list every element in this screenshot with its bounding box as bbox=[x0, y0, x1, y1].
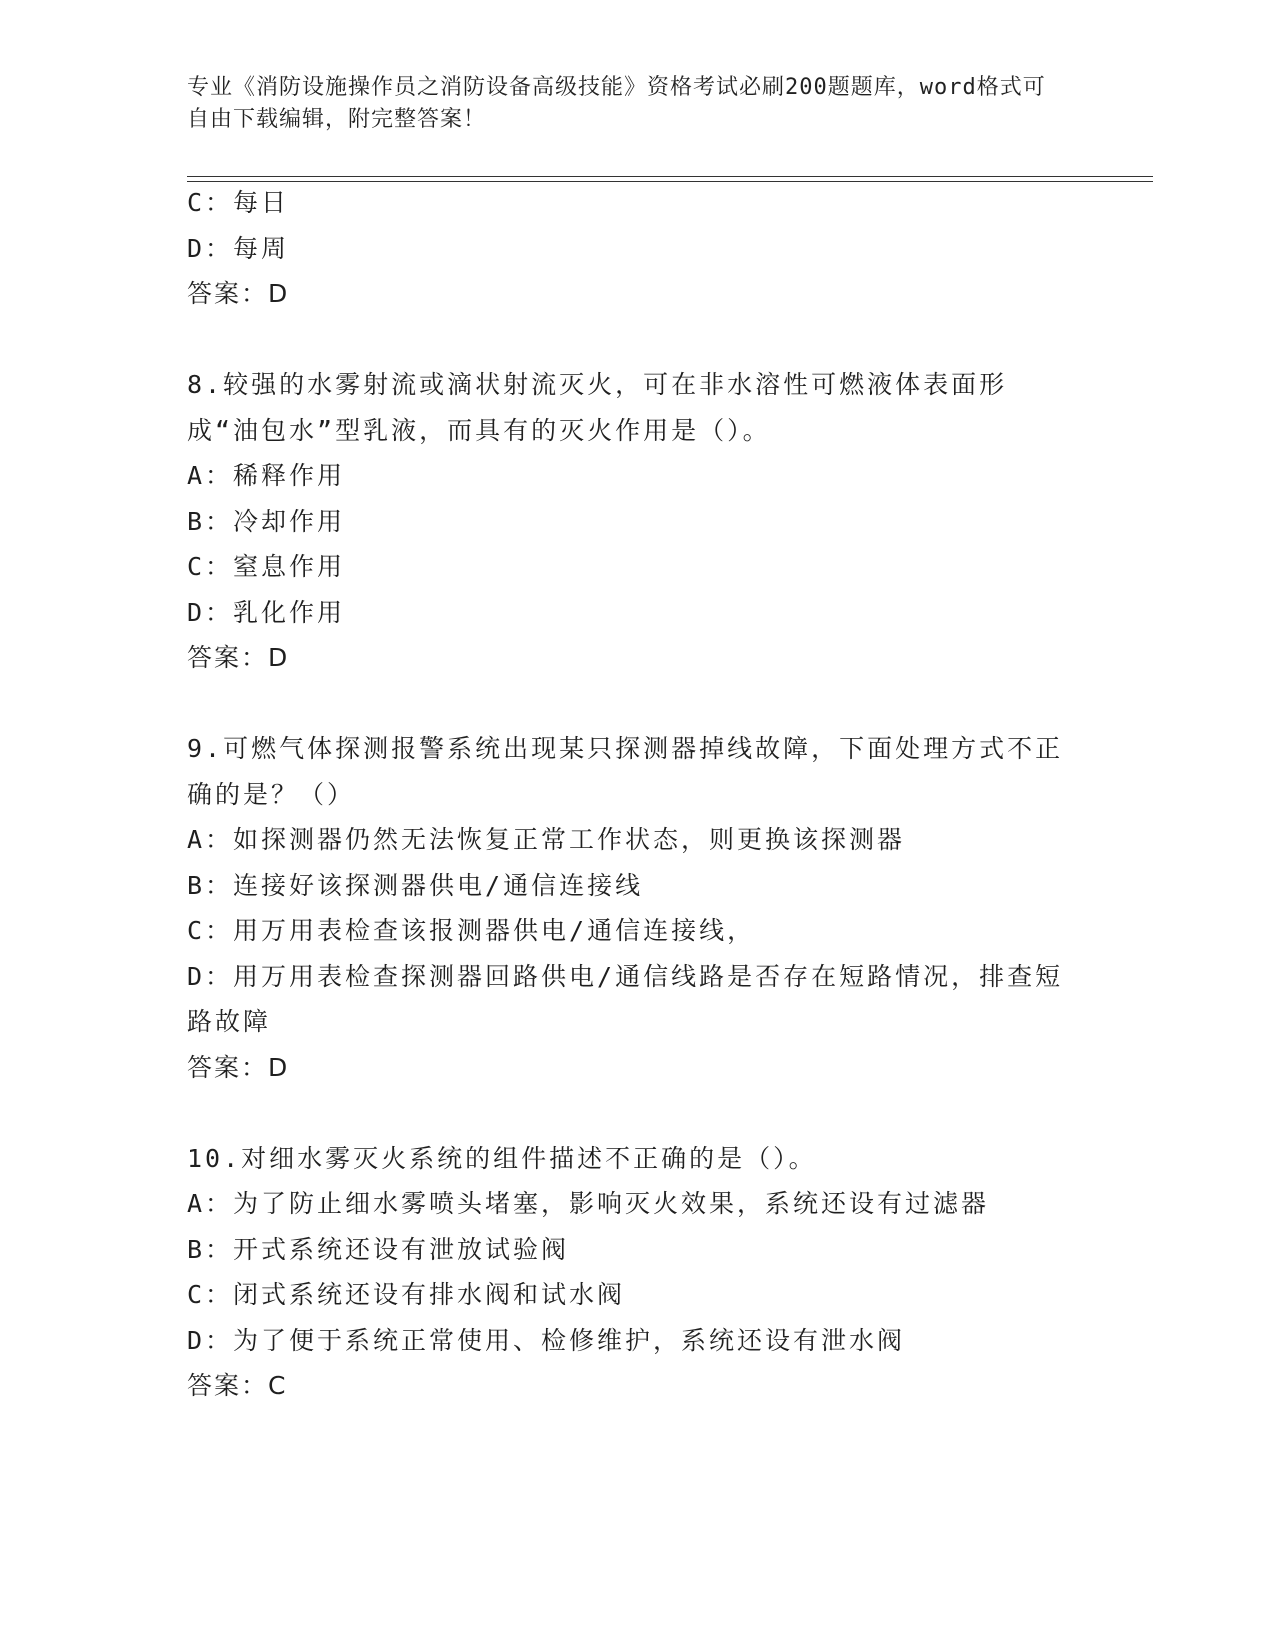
document-header: 专业《消防设施操作员之消防设备高级技能》资格考试必刷200题题库，word格式可自由下载编辑，附完整答案！ bbox=[187, 75, 1046, 132]
answer-label: 答案：D bbox=[187, 279, 290, 308]
option-c: C：每日 bbox=[187, 188, 290, 217]
answer-label: 答案：C bbox=[187, 1371, 288, 1400]
answer-label: 答案：D bbox=[187, 643, 290, 672]
spacer bbox=[187, 681, 1067, 727]
option-a: A：为了防止细水雾喷头堵塞，影响灭火效果，系统还设有过滤器 bbox=[187, 1189, 990, 1218]
spacer bbox=[187, 1090, 1067, 1136]
spacer bbox=[187, 317, 1067, 363]
header-divider-top bbox=[187, 176, 1153, 177]
question-stem: 10.对细水雾灭火系统的组件描述不正确的是（）。 bbox=[187, 1143, 817, 1173]
option-a: A：稀释作用 bbox=[187, 461, 346, 490]
option-c: C：窒息作用 bbox=[187, 552, 346, 581]
option-c: C：用万用表检查该报测器供电/通信连接线， bbox=[187, 916, 756, 945]
option-d: D：每周 bbox=[187, 233, 290, 263]
question-stem: 8.较强的水雾射流或滴状射流灭火，可在非水溶性可燃液体表面形成“油包水”型乳液，而具有的灭火作用是（）。 bbox=[187, 370, 1008, 445]
option-d: D：为了便于系统正常使用、检修维护，系统还设有泄水阀 bbox=[187, 1325, 906, 1355]
question-stem: 9.可燃气体探测报警系统出现某只探测器掉线故障，下面处理方式不正确的是？（） bbox=[187, 734, 1064, 809]
option-d: D：乳化作用 bbox=[187, 597, 346, 627]
option-a: A：如探测器仍然无法恢复正常工作状态，则更换该探测器 bbox=[187, 825, 906, 854]
option-b: B：冷却作用 bbox=[187, 506, 346, 536]
option-b: B：开式系统还设有泄放试验阀 bbox=[187, 1234, 570, 1264]
option-b: B：连接好该探测器供电/通信连接线 bbox=[187, 870, 644, 900]
option-c: C：闭式系统还设有排水阀和试水阀 bbox=[187, 1280, 626, 1309]
question-body bbox=[187, 180, 1067, 1409]
option-d: D：用万用表检查探测器回路供电/通信线路是否存在短路情况，排查短路故障 bbox=[187, 961, 1064, 1036]
answer-label: 答案：D bbox=[187, 1052, 290, 1082]
